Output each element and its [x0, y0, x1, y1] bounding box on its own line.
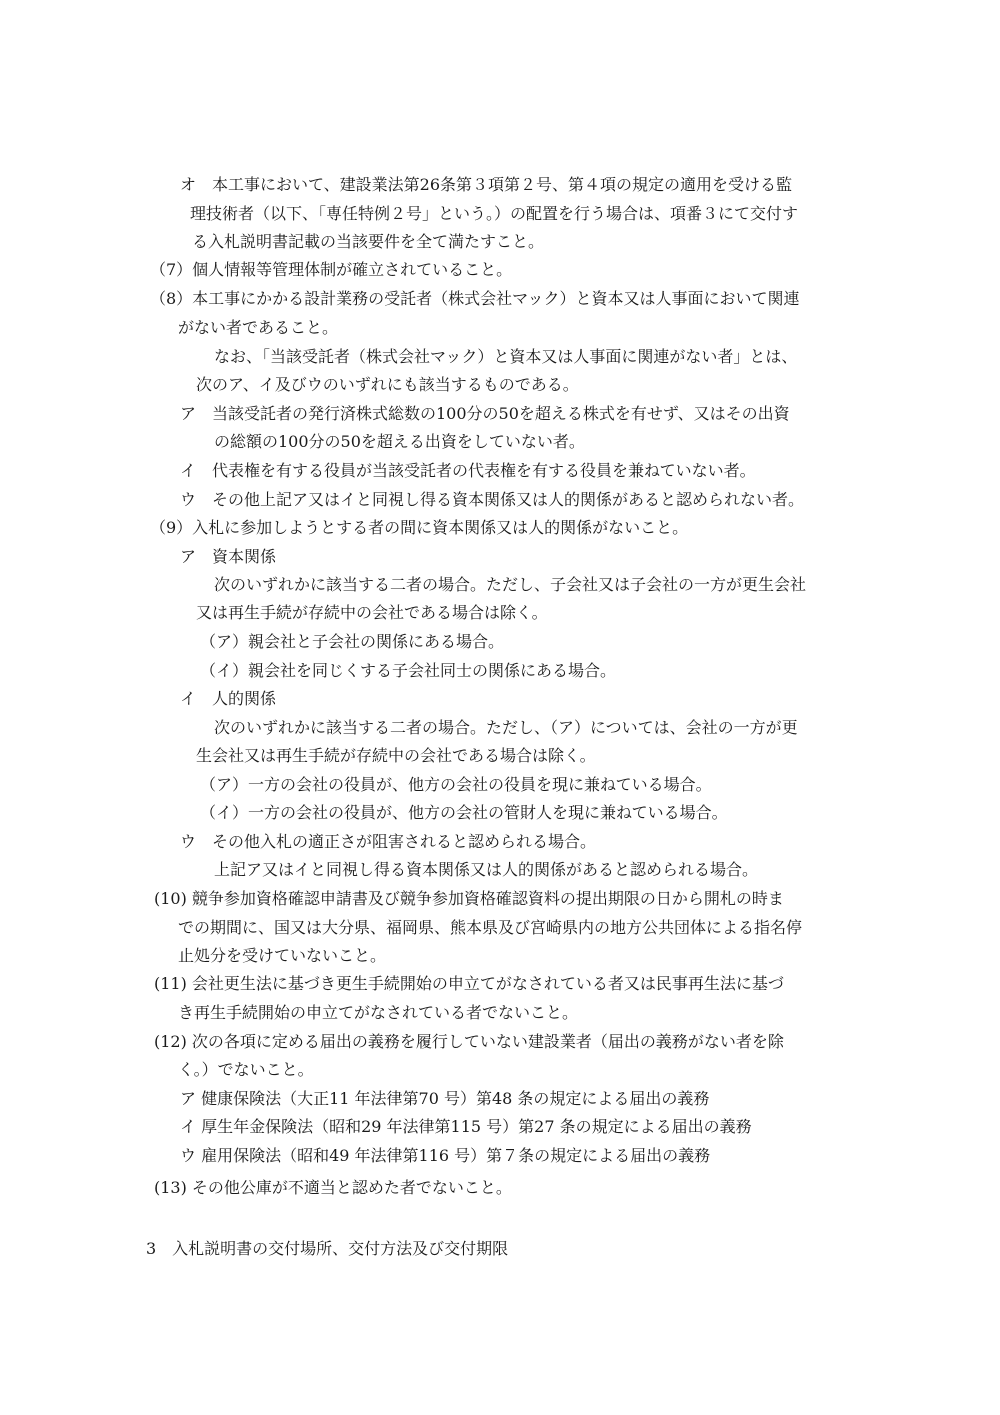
- item-o-line-3: る入札説明書記載の当該要件を全て満たすこと。: [192, 232, 545, 251]
- item-10-line-2: での期間に、国又は大分県、福岡県、熊本県及び宮崎県内の地方公共団体による指名停: [178, 918, 803, 937]
- item-8-a-line-2: の総額の100分の50を超える出資をしていない者。: [214, 432, 585, 451]
- item-8-note-line-2: 次のア、イ及びウのいずれにも該当するものである。: [196, 375, 579, 394]
- item-10-line-1: (10) 競争参加資格確認申請書及び競争参加資格確認資料の提出期限の日から開札の時ま: [154, 889, 784, 908]
- item-o-line-1: オ 本工事において、建設業法第26条第３項第２号、第４項の規定の適用を受ける監: [180, 175, 793, 194]
- item-9-a-heading: ア 資本関係: [180, 547, 277, 566]
- item-11-line-1: (11) 会社更生法に基づき更生手続開始の申立てがなされている者又は民事再生法に基づ: [154, 974, 784, 993]
- item-8-i: イ 代表権を有する役員が当該受託者の代表権を有する役員を兼ねていない者。: [180, 461, 756, 480]
- item-12-i: イ 厚生年金保険法（昭和29 年法律第115 号）第27 条の規定による届出の義務: [180, 1117, 752, 1136]
- item-9-i-sub-a: （ア）一方の会社の役員が、他方の会社の役員を現に兼ねている場合。: [200, 775, 712, 794]
- item-9-i-line-1: 次のいずれかに該当する二者の場合。ただし、（ア）については、会社の一方が更: [214, 718, 798, 737]
- item-9-a-sub-i: （イ）親会社を同じくする子会社同士の関係にある場合。: [200, 661, 617, 680]
- item-9-u-heading: ウ その他入札の適正さが阻害されると認められる場合。: [180, 832, 597, 851]
- item-o-line-2: 理技術者（以下、「専任特例２号」という。）の配置を行う場合は、項番３にて交付す: [190, 204, 799, 223]
- item-9-i-sub-i: （イ）一方の会社の役員が、他方の会社の管財人を現に兼ねている場合。: [200, 803, 728, 822]
- item-9-u-line-1: 上記ア又はイと同視し得る資本関係又は人的関係があると認められる場合。: [214, 860, 759, 879]
- item-8-a-line-1: ア 当該受託者の発行済株式総数の100分の50を超える株式を有せず、又はその出資: [180, 404, 790, 423]
- item-13: (13) その他公庫が不適当と認めた者でないこと。: [154, 1178, 512, 1197]
- item-9-a-line-1: 次のいずれかに該当する二者の場合。ただし、子会社又は子会社の一方が更生会社: [214, 575, 807, 594]
- item-9-i-heading: イ 人的関係: [180, 689, 277, 708]
- item-7: （7）個人情報等管理体制が確立されていること。: [150, 260, 513, 279]
- item-9-a-line-2: 又は再生手続が存続中の会社である場合は除く。: [196, 603, 548, 622]
- item-11-line-2: き再生手続開始の申立てがなされている者でないこと。: [178, 1003, 579, 1022]
- item-9-a-sub-a: （ア）親会社と子会社の関係にある場合。: [200, 632, 505, 651]
- item-8-u: ウ その他上記ア又はイと同視し得る資本関係又は人的関係があると認められない者。: [180, 490, 805, 509]
- item-10-line-3: 止処分を受けていないこと。: [178, 946, 387, 965]
- item-9: （9）入札に参加しようとする者の間に資本関係又は人的関係がないこと。: [150, 518, 689, 537]
- item-12-line-2: く。）でないこと。: [178, 1060, 314, 1079]
- item-8-line-2: がない者であること。: [178, 318, 339, 337]
- item-8-note-line-1: なお、「当該受託者（株式会社マック）と資本又は人事面に関連がない者」とは、: [214, 347, 798, 366]
- item-12-a: ア 健康保険法（大正11 年法律第70 号）第48 条の規定による届出の義務: [180, 1089, 710, 1108]
- item-12-u: ウ 雇用保険法（昭和49 年法律第116 号）第７条の規定による届出の義務: [180, 1146, 711, 1165]
- item-12-line-1: (12) 次の各項に定める届出の義務を履行していない建設業者（届出の義務がない者を除: [154, 1032, 784, 1051]
- section-3-heading: 3 入札説明書の交付場所、交付方法及び交付期限: [146, 1239, 509, 1258]
- item-9-i-line-2: 生会社又は再生手続が存続中の会社である場合は除く。: [196, 746, 596, 765]
- item-8-line-1: （8）本工事にかかる設計業務の受託者（株式会社マック）と資本又は人事面において関連: [150, 289, 800, 308]
